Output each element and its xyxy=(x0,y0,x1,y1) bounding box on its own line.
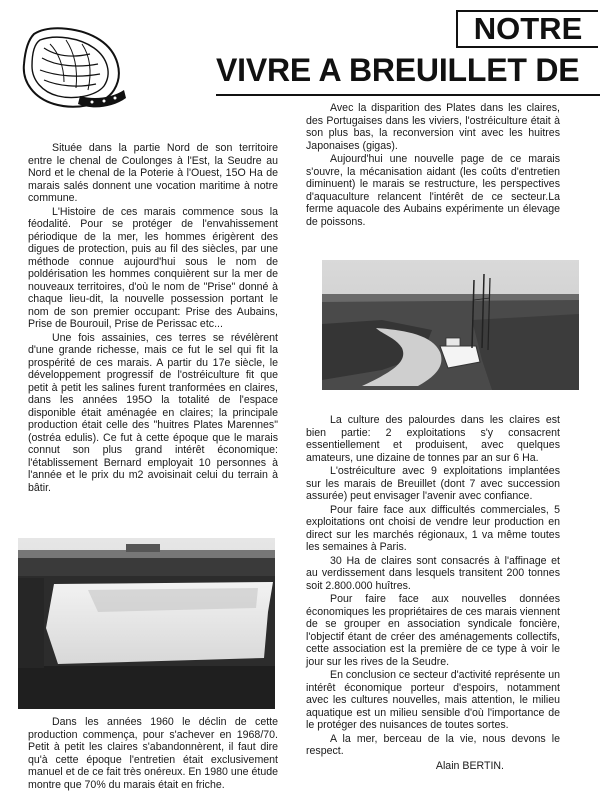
paragraph: La culture des palourdes dans les claires est bien partie: 2 exploitations s'y consacrent essentiellement et produisent, avec quelques amateurs, une dizaine de tonnes par an sur 6 Ha. xyxy=(306,414,560,464)
paragraph: 30 Ha de claires sont consacrés à l'affinage et au verdissement dans lesquels transitent 200 tonnes soit 2.800.000 huîtres. xyxy=(306,554,560,592)
paragraph: Pour faire face aux difficultés commerciales, 5 exploitations ont choisi de vendre leur production en direct sur les marchés régionaux, 1 va même toutes les semaines à Paris. xyxy=(306,503,560,553)
title-underline xyxy=(216,94,600,96)
right-column-top xyxy=(306,102,560,229)
paragraph: Pour faire face aux nouvelles données économiques les propriétaires de ces marais viennent de se grouper en association syndicale foncière, l'objectif étant de créer des aménagements collectifs, cette association est la première de ce type à voir le jour sur les rives de la Seudre. xyxy=(306,593,560,668)
page-title: VIVRE A BREUILLET DE xyxy=(216,52,580,88)
left-column xyxy=(28,142,278,495)
photo-boat xyxy=(322,260,579,390)
paragraph: Une fois assainies, ces terres se révélèrent d'une grande richesse, mais ce fut le sel qui fit la prospérité de ces marais. A partir du 17e siècle, le développement progressif de l'ostréiculture fit que petit à petit les salines furent tranformées en claires, dans les années 195O la totalité de l'espace disponible était aménagée en claires; la principale production était celle des "huitres Plates Marennes" (ostréa edulis). Ce fut à cette époque que le marais connut son plus grand intérêt économique: l'établissement Bernard employait 10 personnes à l'année et le prix du m2 avoisinait celui du terrain à bâtir. xyxy=(28,331,278,494)
paragraph: A la mer, berceau de la vie, nous devons le respect. xyxy=(306,732,560,757)
header-box xyxy=(456,10,598,48)
right-column-bottom xyxy=(306,414,560,773)
photo-claires xyxy=(18,538,275,709)
signature: Alain BERTIN. xyxy=(435,759,504,772)
paragraph: En conclusion ce secteur d'activité représente un intérêt économique porteur d'espoirs, notamment avec les cultures nouvelles, mais attention, le milieu aquatique est un milieu sensible d'où l'importance de le protéger des nuisances de toutes sortes. xyxy=(306,669,560,731)
paragraph: Aujourd'hui une nouvelle page de ce marais s'ouvre, la mécanisation aidant (les coûts d'entretien diminuent) le marais se restructure, les perspectives d'aquaculture relancent l'intérêt de ce secteur.La ferme aquacole des Aubains expérimente un élevage de poissons. xyxy=(306,153,560,228)
paragraph: Avec la disparition des Plates dans les claires, des Portugaises dans les viviers, l'ostréiculture était à son plus bas, la reconversion vint avec les huitres Japonaises (gigas). xyxy=(306,102,560,152)
paragraph: L'ostréiculture avec 9 exploitations implantées sur les marais de Breuillet (dont 7 avec succession assurée) peut envisager l'avenir avec confiance. xyxy=(306,465,560,502)
header-box-word: NOTRE xyxy=(473,11,583,46)
paragraph: Dans les années 1960 le déclin de cette production commença, pour s'achever en 1968/70. Petit à petit les claires s'abandonnèrent, il faut dire qu'à cette époque l'entretien était exclusivement manuel et de ce fait très onéreux. En 1980 une étude montre que 70% du marais était en friche. xyxy=(28,716,278,791)
paragraph: L'Histoire de ces marais commence sous la féodalité. Pour se protéger de l'envahissement périodique de la mer, les hommes érigèrent des digues de protection, puis au fil des siècles, par une méthode connue aujourd'hui sous le nom de poldérisation les hommes conquièrent sur la mer de nouveaux territoires, d'où le nom de "Prise" donné à chaque lieu-dit, la nouvelle possession portant le nom de son premier occupant: Prise des Aubains, Prise de Bourouil, Prise de Perissac etc... xyxy=(28,205,278,330)
paragraph: Située dans la partie Nord de son territoire entre le chenal de Coulonges à l'Est, la Seudre au Nord et le chenal de la Poterie à l'Ouest, 15O Ha de marais salés donnent une vocation maritime à notre commune. xyxy=(28,142,278,204)
oyster-shell-icon xyxy=(20,26,128,112)
left-bottom-text xyxy=(28,716,278,792)
